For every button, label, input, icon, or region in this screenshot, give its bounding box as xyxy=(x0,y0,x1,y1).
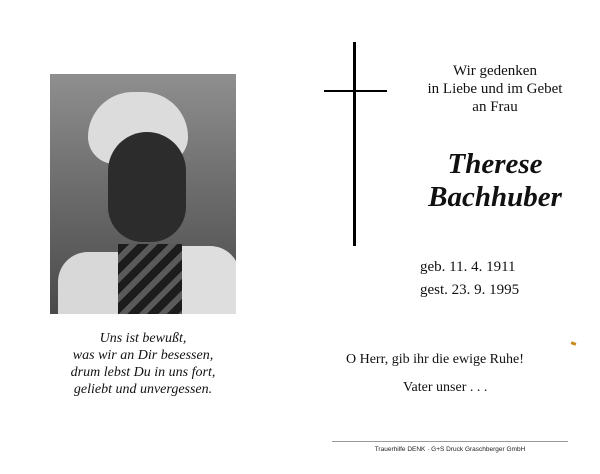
memorial-verse xyxy=(40,330,246,398)
portrait-face xyxy=(108,132,186,242)
tribute-line: in Liebe und im Gebet xyxy=(427,81,563,97)
death-date: gest. 23. 9. 1995 xyxy=(420,282,520,298)
verse-line: drum lebst Du in uns fort, xyxy=(70,365,216,380)
birth-date: geb. 11. 4. 1911 xyxy=(420,259,516,275)
first-name: Therese xyxy=(447,148,543,180)
tribute-line: Wir gedenken xyxy=(453,63,537,79)
verse-line: geliebt und unvergessen. xyxy=(73,382,213,397)
cross-icon xyxy=(353,42,356,246)
tribute-line: an Frau xyxy=(472,99,518,115)
verse-line: was wir an Dir besessen, xyxy=(72,348,214,363)
deceased-name xyxy=(395,148,595,214)
last-name: Bachhuber xyxy=(428,181,562,213)
footer-divider xyxy=(332,441,568,442)
portrait-shirt xyxy=(118,244,182,314)
cross-icon-bar xyxy=(324,90,387,92)
prayer-text xyxy=(346,351,566,396)
prayer-line: Vater unser . . . xyxy=(403,380,488,395)
portrait-photo xyxy=(50,74,236,314)
prayer-line: O Herr, gib ihr die ewige Ruhe! xyxy=(346,352,524,367)
printer-imprint: Trauerhilfe DENK · G+S Druck Graschberger GmbH xyxy=(374,446,526,453)
life-dates xyxy=(420,256,570,302)
verse-line: Uns ist bewußt, xyxy=(99,331,187,346)
print-mark xyxy=(571,341,577,346)
tribute-text xyxy=(405,62,585,116)
